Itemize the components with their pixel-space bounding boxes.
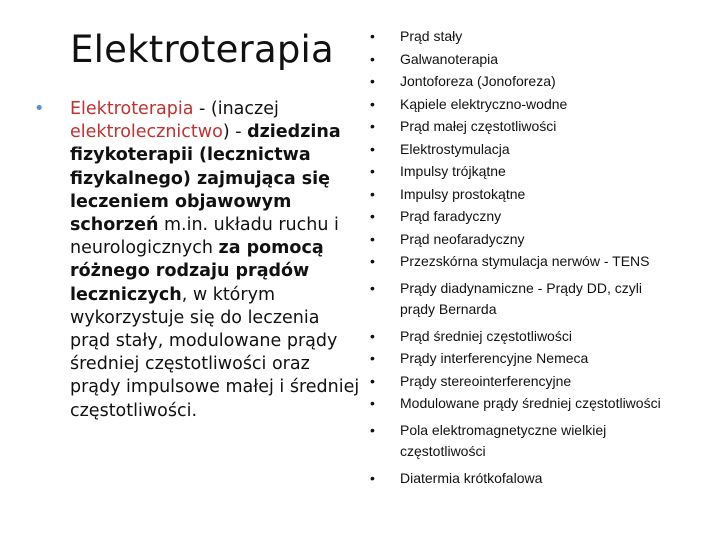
bullet-dot: • xyxy=(370,253,375,269)
definition-segment: Elektroterapia xyxy=(70,99,194,119)
list-item-label: Diatermia krótkofalowa xyxy=(400,469,543,486)
list-item-label: Prąd małej częstotliwości xyxy=(400,118,557,134)
list-item-label: Impulsy trójkątne xyxy=(400,163,506,179)
list-item xyxy=(370,205,720,228)
list-item-label-continued: prądy Bernarda xyxy=(400,301,497,317)
bullet-dot: • xyxy=(370,73,375,89)
list-item-label: Elektrostymulacja xyxy=(400,140,510,157)
list-item xyxy=(370,70,720,93)
list-item xyxy=(370,228,720,251)
bullet-dot: • xyxy=(370,230,375,247)
therapy-list xyxy=(370,25,720,489)
list-item xyxy=(370,277,720,321)
list-item xyxy=(370,183,720,206)
bullet-dot: • xyxy=(34,99,45,119)
list-item xyxy=(370,325,720,348)
definition-segment: m.in. układu ruchu i neurologicznych xyxy=(70,215,339,259)
definition-segment: dziedzina fizykoterapii (lecznictwa fizykalnego) zajmująca się leczeniem objawowym schorzeń xyxy=(70,122,341,236)
list-item-label: Prąd stały xyxy=(400,28,463,44)
list-item-label: Prądy stereointerferencyjne xyxy=(400,372,572,389)
definition-segment: ) - xyxy=(222,122,248,143)
list-item xyxy=(370,138,720,161)
bullet-dot: • xyxy=(370,208,375,224)
bullet-dot: • xyxy=(370,50,375,67)
list-item xyxy=(370,25,720,48)
bullet-dot: • xyxy=(370,350,375,366)
bullet-dot: • xyxy=(370,140,375,157)
definition-segment: elektrolecznictwo xyxy=(70,122,223,143)
list-item-label: Modulowane prądy średniej częstotliwości xyxy=(400,395,661,411)
definition-segment: - (inaczej xyxy=(193,99,279,119)
list-item-label: Galwanoterapia xyxy=(400,50,499,67)
definition-segment: , w którym wykorzystuje się do leczenia prąd stały, modulowane prądy średniej częstotliwości oraz prądy impulsowe małej i średniej częstotliwości. xyxy=(70,284,360,421)
list-item-label: Prąd faradyczny xyxy=(400,208,502,224)
list-item-label-continued: częstotliwości xyxy=(400,443,486,459)
list-item-label: Prądy interferencyjne Nemeca xyxy=(400,350,589,366)
definition-segment: za pomocą różnego rodzaju prądów leczniczych xyxy=(70,238,324,305)
list-item xyxy=(370,419,720,463)
list-item xyxy=(370,370,720,393)
list-item-label: Impulsy prostokątne xyxy=(400,185,526,202)
list-item-label: Prądy diadynamiczne - Prądy DD, czyli xyxy=(400,279,642,296)
slide-title: Elektroterapia xyxy=(70,28,334,71)
list-item-label: Jontoforeza (Jonoforeza) xyxy=(400,73,556,89)
bullet-dot: • xyxy=(370,469,375,486)
bullet-dot: • xyxy=(370,279,375,296)
definition-bullet xyxy=(34,98,360,423)
list-item xyxy=(370,93,720,116)
bullet-dot: • xyxy=(370,118,375,134)
bullet-dot: • xyxy=(370,28,375,44)
bullet-dot: • xyxy=(370,327,375,344)
list-item xyxy=(370,347,720,370)
list-item xyxy=(370,160,720,183)
list-item-label: Przezskórna stymulacja nerwów - TENS xyxy=(400,253,650,269)
bullet-dot: • xyxy=(370,395,375,411)
bullet-dot: • xyxy=(370,95,375,112)
bullet-dot: • xyxy=(370,185,375,202)
list-item xyxy=(370,115,720,138)
bullet-dot: • xyxy=(370,372,375,389)
bullet-dot: • xyxy=(370,421,375,438)
list-item xyxy=(370,250,720,273)
list-item-label: Kąpiele elektryczno-wodne xyxy=(400,95,568,112)
list-item xyxy=(370,48,720,71)
list-item-label: Pola elektromagnetyczne wielkiej xyxy=(400,421,607,438)
list-item-label: Prąd średniej częstotliwości xyxy=(400,327,572,344)
list-item-label: Prąd neofaradyczny xyxy=(400,230,525,247)
list-item xyxy=(370,467,720,490)
list-item xyxy=(370,392,720,415)
bullet-dot: • xyxy=(370,163,375,179)
definition-text xyxy=(70,98,360,423)
